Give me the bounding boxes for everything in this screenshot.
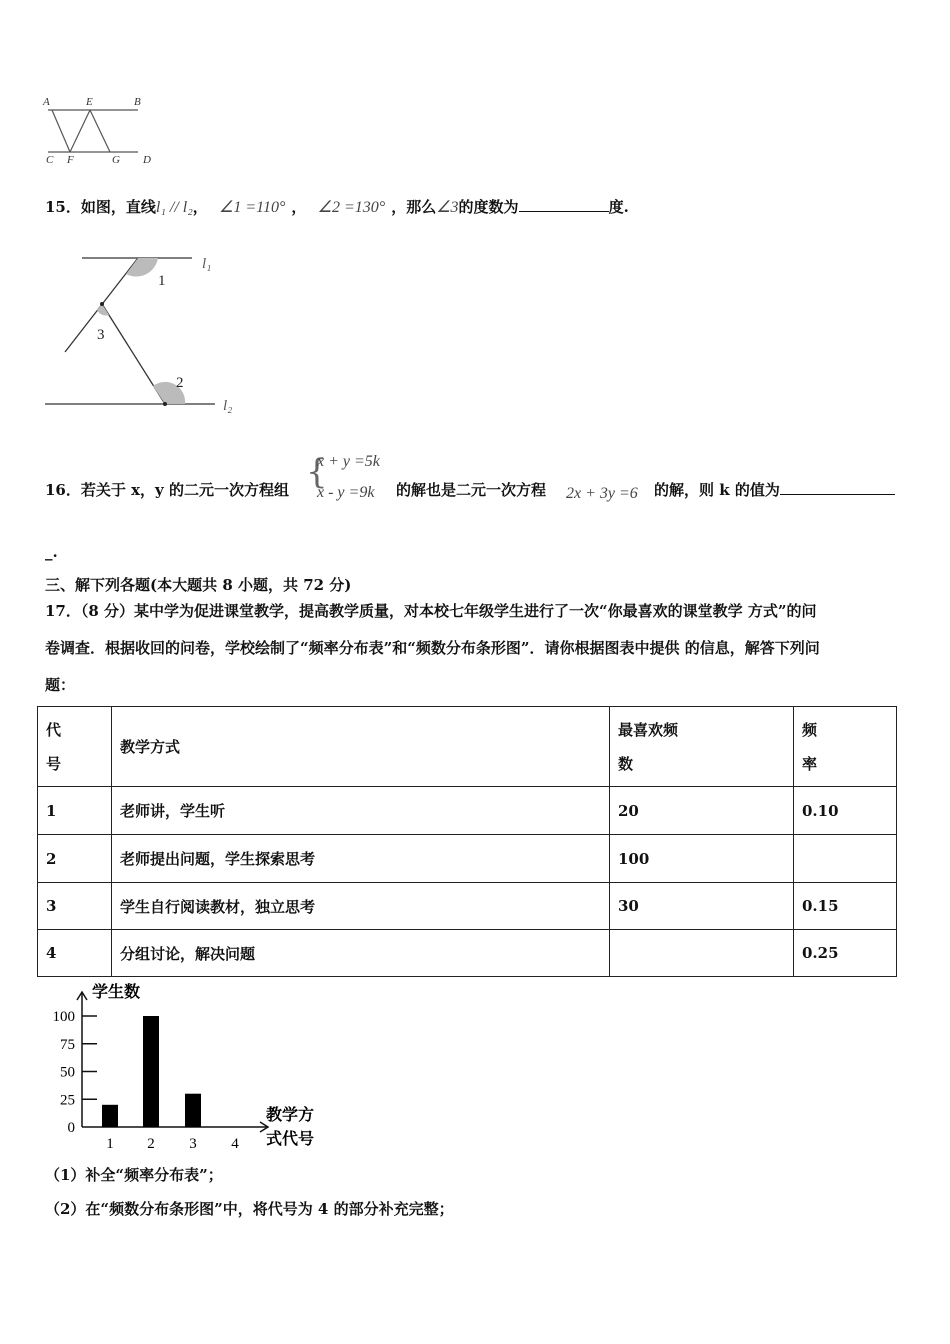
svg-text:G: G (112, 154, 120, 166)
svg-text:3: 3 (97, 327, 105, 343)
svg-text:D: D (143, 154, 151, 166)
svg-text:1: 1 (158, 273, 166, 289)
x-tick-label: 3 (189, 1136, 197, 1152)
bar-1 (102, 1105, 118, 1127)
table-row: 2 老师提出问题，学生探索思考 100 (38, 835, 897, 883)
section-title: 三、解下列各题(本大题共 8 小题，共 72 分) (45, 576, 352, 594)
y-tick-label: 75 (60, 1036, 75, 1053)
svg-text:F: F (67, 154, 74, 166)
table-row: 3 学生自行阅读教材，独立思考 30 0.15 (38, 883, 897, 930)
bar-2 (143, 1016, 159, 1127)
question-16-prefix: 16．若关于 x，y 的二元一次方程组 (45, 481, 289, 499)
angle-figure (40, 248, 250, 420)
exam-page: A E B C F G D 15．如图，直线l₁ // l₂， ∠1 =110° ， ∠2 =130° ，那么∠3的度数为 度. 1 2 3 l₁ l₂ 16．若关于 x，y 的二元一次方程组 { x + y =5k x - y =9k 的解也是二元一次方程 2x + 3y =6 的解，则 k 的值为 _. 三、解下列各题(本大题共 8 小题，共 72 分) 17．（8 分）某中学为促进课堂教学，提高教学质量，对本校七年级学生进行了一次“你最喜欢的课堂教学 方式”的问 卷调查．根据收回的问卷，学校绘制了“频率分布表”和“频数分布条形图”．请你根据图表中提供 的信息，解答下列问 题： 代 号 教学方式 最喜欢频 数 频 率 1 老师讲，学生听 20 0.10 2 老师提出问题，学生探索思考 100 3 学生自行阅读教材，独立思考 30 0.15 4 分组讨论，解决问题 0.25 学生数 教学方 式代号 0 25 50 75 100 1 2 3 4 （1）补全“频率分布表”； （2）在“频数分布条形图”中，将代号为 4 的部分补充完整； (0, 0, 950, 1344)
svg-text:B: B (134, 96, 141, 108)
table-row: 1 老师讲，学生听 20 0.10 (38, 787, 897, 835)
table-header: 代 号 教学方式 最喜欢频 数 频 率 (38, 707, 897, 787)
y-tick-label: 100 (52, 1009, 75, 1025)
y-axis-label: 学生数 (92, 984, 141, 1001)
question-16-suffix: 的解，则 k 的值为 (654, 479, 895, 500)
y-tick-label: 25 (60, 1092, 75, 1109)
parallel-lines-figure (40, 93, 170, 168)
x-axis-label: 教学方 (266, 1107, 315, 1124)
bar-3 (185, 1094, 201, 1127)
x-tick-label: 4 (231, 1136, 239, 1152)
x-tick-label: 2 (147, 1136, 155, 1152)
frequency-table (37, 706, 897, 977)
svg-text:E: E (86, 96, 93, 108)
bar-chart (0, 980, 340, 1155)
y-tick-label: 50 (60, 1064, 75, 1081)
svg-text:2: 2 (176, 375, 184, 391)
x-axis-label: 式代号 (266, 1131, 315, 1148)
answer-blank[interactable] (519, 211, 609, 212)
x-tick-label: 1 (106, 1136, 114, 1152)
sub-question-2: （2）在“频数分布条形图”中，将代号为 4 的部分补充完整； (45, 1200, 454, 1218)
table-row: 4 分组讨论，解决问题 0.25 (38, 930, 897, 977)
sub-question-1: （1）补全“频率分布表”； (45, 1166, 223, 1184)
brace: { (306, 452, 328, 492)
answer-blank[interactable] (780, 494, 895, 495)
svg-text:l₂: l₂ (223, 398, 233, 414)
question-15: 15．如图，直线l₁ // l₂， ∠1 =110° ， ∠2 =130° ，那么∠3的度数为 度. (45, 198, 629, 216)
y-tick-label: 0 (67, 1120, 75, 1136)
svg-text:C: C (46, 154, 54, 166)
svg-text:l₁: l₁ (202, 256, 212, 272)
svg-text:A: A (43, 96, 50, 108)
